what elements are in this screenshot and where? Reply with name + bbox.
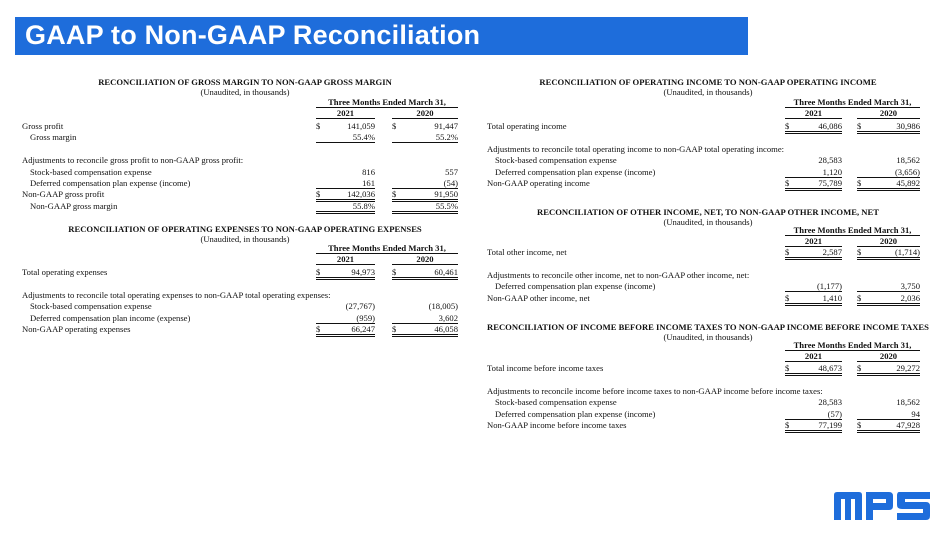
- row-label: Deferred compensation plan expense (income): [495, 408, 656, 419]
- year-header-2021: 2021: [785, 236, 842, 247]
- period-header: Three Months Ended March 31,: [316, 97, 458, 108]
- dollar-sign: $: [857, 178, 862, 188]
- section-subheading: (Unaudited, in thousands): [663, 87, 753, 97]
- row-label: Deferred compensation plan income (expense): [30, 312, 191, 323]
- cell-value: (54): [443, 178, 458, 188]
- row-label: Non-GAAP operating expenses: [22, 324, 131, 334]
- row-label: Deferred compensation plan expense (income): [495, 166, 656, 177]
- cell-value: 77,199: [818, 420, 842, 430]
- dollar-sign: $: [785, 247, 790, 257]
- table-row: [487, 420, 920, 430]
- row-label: Non-GAAP income before income taxes: [487, 420, 627, 430]
- value-cell-2021: [785, 409, 842, 420]
- table-row: [487, 409, 920, 419]
- row-label: Non-GAAP gross profit: [22, 189, 105, 200]
- cell-value: 45,892: [896, 178, 920, 188]
- row-label: Adjustments to reconcile total operating expenses to non-GAAP total operating expenses:: [22, 289, 331, 300]
- row-label: Adjustments to reconcile other income, net to non-GAAP other income, net:: [487, 269, 750, 280]
- cell-value: 66,247: [351, 324, 375, 334]
- year-header-2021: 2021: [785, 108, 842, 119]
- cell-value: 46,086: [818, 121, 842, 131]
- dollar-sign: $: [857, 247, 862, 257]
- row-label: Adjustments to reconcile total operating income to non-GAAP total operating income:: [487, 143, 785, 154]
- dollar-sign: $: [392, 121, 397, 131]
- cell-value: 55.4%: [352, 132, 375, 143]
- cell-value: 48,673: [818, 363, 842, 373]
- dollar-sign: $: [785, 420, 790, 430]
- cell-value: 2,587: [822, 247, 842, 257]
- cell-value: 18,562: [896, 397, 920, 408]
- value-cell-2020: [857, 409, 920, 420]
- dollar-sign: $: [857, 292, 862, 303]
- period-header: Three Months Ended March 31,: [316, 243, 458, 254]
- row-label: Stock-based compensation expense: [30, 301, 152, 312]
- logo-letter-s: [897, 492, 930, 520]
- dollar-sign: $: [392, 324, 397, 334]
- row-label: Stock-based compensation expense: [30, 166, 152, 177]
- value-cell-2020: [857, 397, 920, 407]
- dollar-sign: $: [785, 121, 790, 131]
- cell-value: 3,602: [438, 312, 458, 323]
- table-row: [487, 386, 920, 396]
- row-label: Gross profit: [22, 121, 64, 131]
- row-label: Deferred compensation plan expense (income): [495, 281, 656, 292]
- cell-value: 94,973: [351, 267, 375, 277]
- cell-value: 55.2%: [435, 132, 458, 143]
- dollar-sign: $: [785, 363, 790, 373]
- logo-letter-m: [834, 492, 862, 520]
- section-heading: RECONCILIATION OF OPERATING EXPENSES TO NON-GAAP OPERATING EXPENSES: [68, 224, 422, 234]
- cell-value: 55.5%: [435, 200, 458, 211]
- dollar-sign: $: [392, 267, 397, 277]
- value-cell-2020: [857, 420, 920, 433]
- row-label: Non-GAAP other income, net: [487, 292, 590, 303]
- cell-value: 30,986: [896, 121, 920, 131]
- table-row: [487, 397, 920, 407]
- year-header-2021: 2021: [316, 254, 375, 265]
- cell-value: 47,928: [896, 420, 920, 430]
- cell-value: 94: [911, 408, 920, 419]
- cell-value: 816: [362, 166, 375, 177]
- cell-value: 18,562: [896, 155, 920, 166]
- section-heading: RECONCILIATION OF OPERATING INCOME TO NON-GAAP OPERATING INCOME: [539, 77, 877, 87]
- row-label: Gross margin: [30, 132, 77, 143]
- row-label: Stock-based compensation expense: [495, 397, 617, 408]
- cell-value: 557: [445, 166, 458, 177]
- cell-value: (27,767): [345, 301, 375, 312]
- dollar-sign: $: [857, 363, 862, 373]
- year-header-2020: 2020: [857, 108, 920, 119]
- cell-value: (1,714): [894, 247, 920, 257]
- dollar-sign: $: [316, 324, 321, 334]
- cell-value: (57): [827, 408, 842, 419]
- dollar-sign: $: [857, 121, 862, 131]
- table-row: [487, 363, 920, 373]
- section-heading: RECONCILIATION OF GROSS MARGIN TO NON-GAAP GROSS MARGIN: [98, 77, 392, 87]
- row-label: Total operating expenses: [22, 267, 108, 277]
- cell-value: (3,656): [894, 166, 920, 177]
- cell-value: 29,272: [896, 363, 920, 373]
- cell-value: 161: [362, 178, 375, 188]
- row-label: Total other income, net: [487, 247, 567, 257]
- cell-value: 2,036: [900, 292, 920, 303]
- section-subheading: (Unaudited, in thousands): [663, 217, 753, 227]
- row-label: Deferred compensation plan expense (income): [30, 178, 191, 188]
- row-label: Total operating income: [487, 121, 567, 131]
- cell-value: 75,789: [818, 178, 842, 188]
- mps-logo: [833, 491, 933, 521]
- cell-value: 55.8%: [352, 200, 375, 211]
- row-label: Total income before income taxes: [487, 363, 604, 373]
- row-label: Stock-based compensation expense: [495, 155, 617, 166]
- cell-value: 28,583: [818, 397, 842, 408]
- cell-value: 91,447: [434, 121, 458, 131]
- section-subheading: (Unaudited, in thousands): [200, 87, 290, 97]
- cell-value: 141,059: [347, 121, 375, 131]
- row-label: Non-GAAP gross margin: [30, 200, 118, 211]
- row-label: Adjustments to reconcile income before income taxes to non-GAAP income before income taxes:: [487, 385, 823, 396]
- period-header: Three Months Ended March 31,: [785, 340, 920, 351]
- dollar-sign: $: [785, 178, 790, 188]
- cell-value: (1,177): [816, 281, 842, 292]
- section-heading: RECONCILIATION OF INCOME BEFORE INCOME TAXES TO NON-GAAP INCOME BEFORE INCOME TAXES: [487, 322, 929, 332]
- cell-value: 60,461: [434, 267, 458, 277]
- page-title: GAAP to Non-GAAP Reconciliation: [25, 20, 481, 50]
- dollar-sign: $: [785, 292, 790, 303]
- value-cell-2021: [785, 420, 842, 433]
- dollar-sign: $: [316, 121, 321, 131]
- cell-value: 142,036: [347, 189, 375, 200]
- year-header-2021: 2021: [785, 351, 842, 362]
- dollar-sign: $: [392, 189, 397, 200]
- row-label: Non-GAAP operating income: [487, 178, 590, 188]
- cell-value: 1,120: [822, 166, 842, 177]
- year-header-2020: 2020: [857, 351, 920, 362]
- cell-value: 46,058: [434, 324, 458, 334]
- dollar-sign: $: [316, 267, 321, 277]
- period-header: Three Months Ended March 31,: [785, 225, 920, 236]
- period-header: Three Months Ended March 31,: [785, 97, 920, 108]
- table-row: [487, 374, 920, 384]
- dollar-sign: $: [857, 420, 862, 430]
- row-label: Adjustments to reconcile gross profit to non-GAAP gross profit:: [22, 155, 244, 166]
- year-header-2020: 2020: [857, 236, 920, 247]
- cell-value: 91,950: [434, 189, 458, 200]
- year-header-2020: 2020: [392, 254, 458, 265]
- value-cell-2021: [785, 397, 842, 407]
- cell-value: 1,410: [822, 292, 842, 303]
- cell-value: (959): [356, 312, 375, 323]
- dollar-sign: $: [316, 189, 321, 200]
- year-header-2021: 2021: [316, 108, 375, 119]
- logo-letter-p: [866, 492, 893, 520]
- cell-value: (18,005): [428, 301, 458, 312]
- cell-value: 3,750: [900, 281, 920, 292]
- section-heading: RECONCILIATION OF OTHER INCOME, NET, TO NON-GAAP OTHER INCOME, NET: [537, 207, 879, 217]
- year-header-2020: 2020: [392, 108, 458, 119]
- cell-value: 28,583: [818, 155, 842, 166]
- section-subheading: (Unaudited, in thousands): [663, 332, 753, 342]
- section-subheading: (Unaudited, in thousands): [200, 234, 290, 244]
